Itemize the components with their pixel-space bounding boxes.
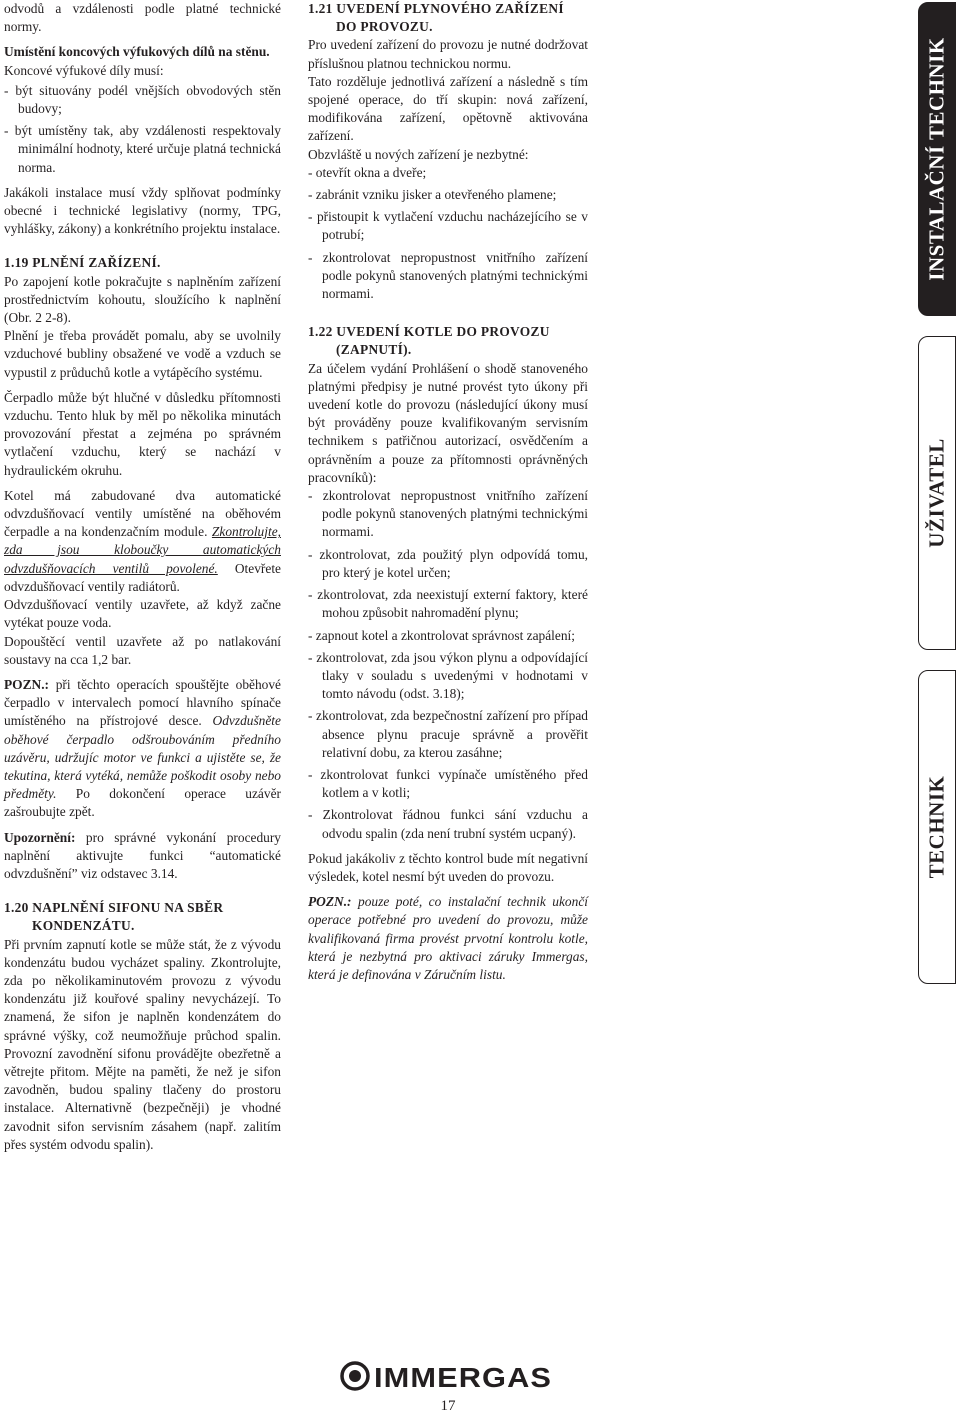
list-item: - zapnout kotel a zkontrolovat správnost zapálení; <box>308 627 575 643</box>
list-item: - Zkontrolovat řádnou funkci sání vzduchu a odvodu spalin (zda není trubní systém ucpaný). <box>308 807 588 841</box>
list-item: - přistoupit k vytlačení vzduchu nacházejícího se v potrubí; <box>308 209 588 243</box>
vent-caps-check: Zkontrolujte, zda jsou kloboučky automatických odvzdušňovacích ventilů povolené. <box>4 524 281 576</box>
note-text: při těchto operacích spouštějte oběhové čerpadlo v intervalech pomocí hlavního spínače umístěného na přístrojové desce. <box>4 676 281 729</box>
list-item: - otevřít okna a dveře; <box>308 164 427 180</box>
page-number: 17 <box>440 1398 456 1414</box>
section-title-1-21 <box>308 0 588 36</box>
vent-paragraph <box>4 487 281 596</box>
list-item: - zkontrolovat, zda neexistují externí faktory, které mohou způsobit nahromadění plynu; <box>308 587 588 621</box>
note-text: pouze poté, co instalační technik ukončí operace potřebné pro uvedení do provozu, může kvalifikovaná firma provést prvotní kontrolu kotle, která je nezbytná pro aktivaci záruky Immergas, která je definována v Záručním listu. <box>308 894 588 982</box>
note-label: POZN.: <box>308 894 352 910</box>
list-item: - zkontrolovat nepropustnost vnitřního zařízení podle pokynů stanovených platnými technickými normami. <box>308 488 588 540</box>
warning-text: pro správné vykonání procedury naplnění aktivujte funkci “automatické odvzdušnění” viz odstavec 3.14. <box>4 829 281 881</box>
close-vents-paragraph: Odvzdušňovací ventily uzavřete, až když začne vytékat pouze voda. <box>4 597 281 631</box>
logo-dot <box>349 1370 361 1382</box>
left-column <box>4 0 281 1154</box>
list-item: - zkontrolovat nepropustnost vnitřního zařízení podle pokynů stanovených platnými technickými normami. <box>308 249 588 302</box>
logo-svg <box>340 1360 556 1392</box>
warning-label: Upozornění: <box>4 829 76 845</box>
list-item: - zabránit vzniku jisker a otevřeného plamene; <box>308 187 557 203</box>
list-item: - být situovány podél vnějších obvodových stěn budovy; <box>4 82 281 117</box>
note-paragraph <box>4 676 281 822</box>
list-item: - zkontrolovat, zda použitý plyn odpovídá tomu, pro který je kotel určen; <box>308 546 588 580</box>
gas-groups-paragraph: Tato rozděluje jednotlivá zařízení a následně s tím spojené operace, do tří skupin: nová zařízení, modifikována zařízení, opětovně aktivována zařízení. <box>308 73 588 144</box>
vent-text: Kotel má zabudované dva automatické odvzdušňovací ventily umístěné na oběhovém čerpadle a na kondenzačním module. <box>4 487 281 540</box>
negative-result-paragraph: Pokud jakákoliv z těchto kontrol bude mít negativní výsledek, kotel nesmí být uveden do provozu. <box>308 850 588 884</box>
placement-intro: Koncové výfukové díly musí: <box>4 62 164 78</box>
section-title-1-22-line1: 1.22 UVEDENÍ KOTLE DO PROVOZU <box>308 324 550 340</box>
section-title-1-20-line1: 1.20 NAPLNĚNÍ SIFONU NA SBĚR <box>4 900 224 916</box>
middle-column <box>308 0 588 984</box>
list-item: - být umístěny tak, aby vzdálenosti respektovaly minimální hodnoty, které určuje platná technická norma. <box>4 123 281 175</box>
note-label: POZN.: <box>4 676 50 692</box>
pump-noise-paragraph: Čerpadlo může být hlučné v důsledku přítomnosti vzduchu. Tento hluk by měl po několika minutách provozování přestat a zejména po správném vytlačení vzduchu, který se nachází v hydraulickém okruhu. <box>4 389 281 478</box>
tab-user-label: UŽIVATEL <box>924 438 949 548</box>
gas-new-paragraph: Obzvláště u nových zařízení je nezbytné: <box>308 146 529 162</box>
tab-installer[interactable] <box>918 2 956 316</box>
section-title-1-19: 1.19 PLNĚNÍ ZAŘÍZENÍ. <box>4 255 161 271</box>
tab-technician[interactable] <box>918 670 956 984</box>
siphon-paragraph: Při prvním zapnutí kotle se může stát, že z vývodu kondenzátu budou vycházet spaliny. Zkontrolujte, zda po několikaminutovém provozu z vývodu kondenzátu již kouřové spaliny nevycházejí. To znamená, že sifon je naplněn kondenzátem do správné výšky, což neumožňuje průchod spalin. Provozní zavodnění sifonu provádějte obezřetně a větrejte přitom. Mějte na paměti, že než je sifon zavodněn, budou spaliny tlačeny do prostoru instalace. Alternativně (bezpečněji) je vhodné zavodnit sifon servisním zásahem (např. zalitím přes systém odvodu spalin). <box>4 936 281 1152</box>
placement-list <box>4 82 281 177</box>
section-title-1-22-line2: (ZAPNUTÍ). <box>336 342 412 358</box>
list-item: - zkontrolovat funkci vypínače umístěného před kotlem a v kotli; <box>308 766 588 801</box>
tab-user[interactable] <box>918 336 956 650</box>
note-italic: Odvzdušněte oběhové čerpadlo odšroubováním předního uzávěru, udržujíc motor ve funkci a ujistěte se, že tekutina, která vytéká, nemůže poškodit osoby nebo předměty. <box>4 713 281 802</box>
placement-heading: Umístění koncových výfukových dílů na stěnu. <box>4 44 270 60</box>
gas-checklist <box>308 164 588 303</box>
list-item: - zkontrolovat, zda bezpečnostní zařízení pro případ absence plynu pracuje správně a prověřit relativní dobu, za kterou zasáhne; <box>308 708 588 760</box>
filling-paragraph-b: Plnění je třeba provádět pomalu, aby se uvolnily vzduchové bubliny obsažené ve vodě a vzduch se vypustil z průduchů kotle a vytápěcího systému. <box>4 328 281 380</box>
section-title-1-20 <box>4 899 281 935</box>
immergas-logo <box>340 1360 556 1392</box>
note-tail: Po dokončení operace uzávěr zašroubujte zpět. <box>4 786 281 820</box>
tab-installer-label: INSTALAČNÍ TECHNIK <box>924 37 949 281</box>
section-title-1-20-line2: KONDENZÁTU. <box>32 918 135 934</box>
filling-paragraph: Po zapojení kotle pokračujte s naplněním zařízení prostřednictvím kohoutu, sloužícího k naplnění (Obr. 2 2-8). <box>4 273 281 326</box>
warranty-note <box>308 893 588 984</box>
logo-wordmark: IMMERGAS <box>374 1362 552 1392</box>
gas-intro-paragraph: Pro uvedení zařízení do provozu je nutné dodržovat příslušnou platnou technickou normu. <box>308 37 588 71</box>
tab-technician-label: TECHNIK <box>924 775 949 879</box>
list-item: - zkontrolovat, zda jsou výkon plynu a odpovídající tlaky v souladu s uvedenými v hodnotami v tomto návodu (odst. 3.18); <box>308 649 588 702</box>
legislation-text: Jakákoli instalace musí vždy splňovat podmínky obecné i technické legislativy (normy, TPG, vyhlášky, zákony) a konkrétního projektu instalace. <box>4 184 281 237</box>
vent-radiators: Otevřete odvzdušňovací ventily radiátorů. <box>4 560 281 594</box>
warning-paragraph <box>4 829 281 884</box>
section-title-1-21-line2: DO PROVOZU. <box>336 19 433 35</box>
startup-intro-paragraph: Za účelem vydání Prohlášení o shodě stanoveného platnými předpisy je nutné provést tyto úkony při uvedení kotle do provozu (následující úkony musí být prováděny pouze kvalifikovaným servisním technikem s patřičnou autorizací, osvědčením a oprávněním a pouze za přítomnosti oprávněných pracovníků): <box>308 360 588 485</box>
intro-line: odvodů a vzdálenosti podle platné technické normy. <box>4 1 281 35</box>
startup-checklist <box>308 487 588 843</box>
fill-valve-paragraph: Dopouštěcí ventil uzavřete až po natlakování soustavy na cca 1,2 bar. <box>4 633 281 667</box>
section-title-1-22 <box>308 323 588 359</box>
section-title-1-21-line1: 1.21 UVEDENÍ PLYNOVÉHO ZAŘÍZENÍ <box>308 1 564 16</box>
